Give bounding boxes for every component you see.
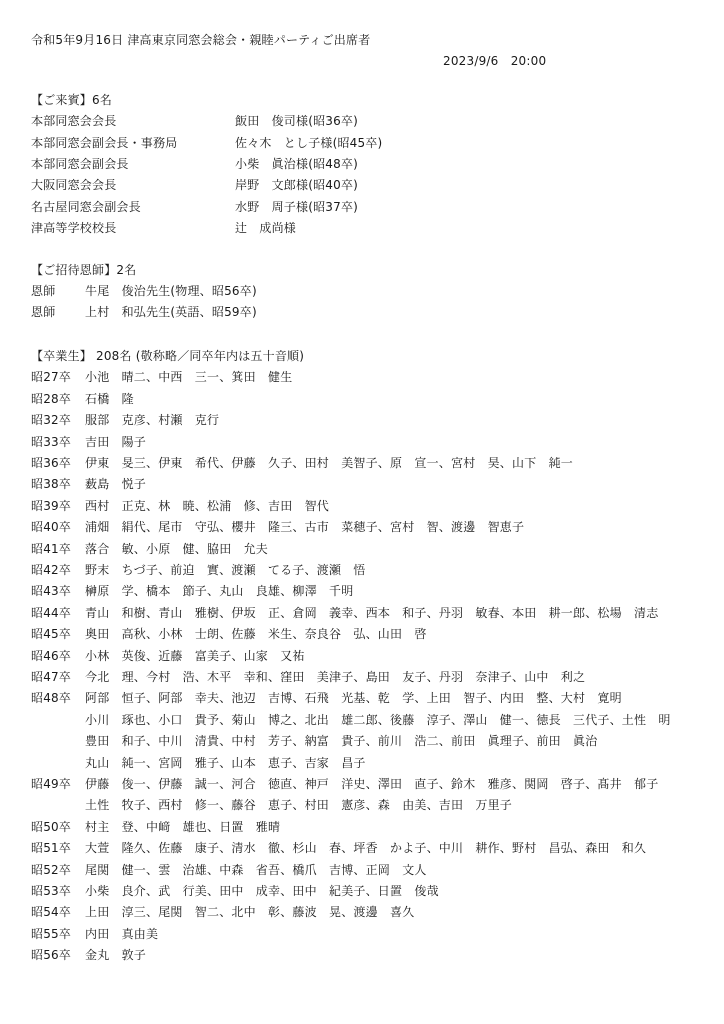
graduate-year: 昭28卒 <box>31 391 72 406</box>
graduate-names: 西村 正克、林 暁、松浦 修、吉田 智代 <box>85 498 330 513</box>
graduate-row <box>31 731 700 752</box>
graduate-year <box>31 795 85 816</box>
guest-role: 本部同窓会副会長 <box>31 157 129 172</box>
graduate-names: 伊東 旻三、伊東 希代、伊藤 久子、田村 美智子、原 宣一、宮村 昊、山下 純一 <box>85 455 574 470</box>
guests-section <box>31 90 700 240</box>
guest-row <box>31 133 700 154</box>
graduate-row <box>31 902 700 923</box>
graduate-row <box>31 603 700 624</box>
guest-role: 本部同窓会副会長・事務局 <box>31 135 178 150</box>
graduate-row <box>31 774 700 795</box>
graduate-names: 大萱 隆久、佐藤 康子、清水 徹、杉山 春、坪香 かよ子、中川 耕作、野村 昌弘、森田 和久 <box>85 841 647 856</box>
graduate-names: 野末 ちづ子、前迫 實、渡瀬 てる子、渡瀬 悟 <box>85 562 366 577</box>
graduate-names: 榊原 学、橋本 節子、丸山 良雄、柳澤 千明 <box>85 584 354 599</box>
guest-name: 小柴 眞治様(昭48卒) <box>235 157 359 172</box>
graduate-row <box>31 517 700 538</box>
guest-name: 水野 周子様(昭37卒) <box>235 199 359 214</box>
teacher-row <box>31 302 700 323</box>
graduate-names: 村主 登、中﨑 雄也、日置 雅晴 <box>85 819 281 834</box>
graduate-names: 内田 真由美 <box>85 926 159 941</box>
graduate-names: 丸山 純一、宮岡 雅子、山本 恵子、吉家 昌子 <box>85 755 366 770</box>
graduate-year: 昭44卒 <box>31 605 72 620</box>
guest-row <box>31 218 700 239</box>
graduate-row <box>31 410 700 431</box>
graduate-row <box>31 945 700 966</box>
graduate-row <box>31 710 700 731</box>
guest-name: 佐々木 とし子様(昭45卒) <box>235 135 383 150</box>
graduate-year: 昭47卒 <box>31 669 72 684</box>
graduates-section <box>31 346 700 967</box>
graduate-year: 昭54卒 <box>31 905 72 920</box>
graduate-row <box>31 688 700 709</box>
graduate-year: 昭53卒 <box>31 884 72 899</box>
graduate-year: 昭33卒 <box>31 434 72 449</box>
graduate-names: 伊藤 俊一、伊藤 誠一、河合 徳直、神戸 洋史、澤田 直子、鈴木 雅彦、関岡 啓子、髙井 郁子 <box>85 777 659 791</box>
teachers-list <box>31 281 700 324</box>
graduate-names: 小林 英俊、近藤 富美子、山家 又祐 <box>85 648 305 663</box>
graduate-row <box>31 560 700 581</box>
graduate-row <box>31 367 700 388</box>
graduate-year <box>31 753 85 774</box>
guest-row <box>31 154 700 175</box>
graduate-row <box>31 795 700 816</box>
graduate-names: 阿部 恒子、阿部 幸夫、池辺 吉博、石飛 光基、乾 学、上田 智子、内田 整、大村 寛明 <box>85 691 622 706</box>
graduate-row <box>31 581 700 602</box>
graduate-year: 昭45卒 <box>31 627 72 642</box>
teacher-role: 恩師 <box>31 305 56 320</box>
graduate-names: 今北 理、今村 浩、木平 幸和、窪田 美津子、島田 友子、丹羽 奈津子、山中 利之 <box>85 669 586 684</box>
graduate-row <box>31 667 700 688</box>
guest-role: 津高等学校校長 <box>31 221 117 236</box>
graduate-year: 昭32卒 <box>31 413 72 428</box>
graduate-year: 昭56卒 <box>31 948 72 963</box>
graduate-names: 青山 和樹、青山 雅樹、伊坂 正、倉岡 義幸、西本 和子、丹羽 敏春、本田 耕一郎、松場 清志 <box>85 605 659 620</box>
graduate-row <box>31 924 700 945</box>
teacher-name: 牛尾 俊治先生(物理、昭56卒) <box>85 284 257 299</box>
graduate-row <box>31 624 700 645</box>
graduate-year <box>31 710 85 731</box>
graduate-names: 奥田 高秋、小林 士朗、佐藤 米生、奈良谷 弘、山田 啓 <box>85 627 427 642</box>
graduate-names: 小川 琢也、小口 貴予、菊山 博之、北出 雄二郎、後藤 淳子、澤山 健一、徳長 三代子、土性 明 <box>85 712 671 727</box>
graduate-names: 豊田 和子、中川 清貴、中村 芳子、納富 貴子、前川 浩二、前田 眞理子、前田 眞治 <box>85 734 598 749</box>
guest-name: 岸野 文郎様(昭40卒) <box>235 178 359 193</box>
graduate-names: 落合 敏、小原 健、脇田 允夫 <box>85 541 269 556</box>
teacher-row <box>31 281 700 302</box>
graduate-year: 昭43卒 <box>31 584 72 599</box>
guest-row <box>31 197 700 218</box>
graduate-names: 小柴 良介、武 行美、田中 成幸、田中 紀美子、日置 俊哉 <box>85 884 439 899</box>
document-datetime: 2023/9/6 20:00 <box>443 54 547 69</box>
graduate-year: 昭42卒 <box>31 562 72 577</box>
guest-name: 飯田 俊司様(昭36卒) <box>235 114 359 129</box>
graduate-row <box>31 646 700 667</box>
graduate-names: 石橋 隆 <box>85 391 134 406</box>
graduate-year: 昭55卒 <box>31 926 72 941</box>
graduate-names: 金丸 敦子 <box>85 948 147 963</box>
guest-row <box>31 175 700 196</box>
graduates-list <box>31 367 700 966</box>
graduate-names: 浦畑 絹代、尾市 守弘、櫻井 隆三、古市 菜穂子、宮村 智、渡邊 智恵子 <box>85 520 525 535</box>
guest-role: 本部同窓会会長 <box>31 114 117 129</box>
graduate-year: 昭36卒 <box>31 455 72 470</box>
graduates-heading: 【卒業生】 208名 (敬称略／同卒年内は五十音順) <box>31 348 305 363</box>
guest-row <box>31 111 700 132</box>
graduate-names: 土性 牧子、西村 修一、藤谷 恵子、村田 憲彦、森 由美、吉田 万里子 <box>85 798 513 813</box>
graduate-year: 昭52卒 <box>31 862 72 877</box>
graduate-row <box>31 860 700 881</box>
guest-name: 辻 成尚様 <box>235 221 297 236</box>
teachers-section <box>31 260 700 324</box>
graduate-names: 尾関 健一、雲 治雄、中森 省吾、橋爪 吉博、正岡 文人 <box>85 862 427 877</box>
teachers-heading: 【ご招待恩師】2名 <box>31 262 137 277</box>
graduate-year: 昭41卒 <box>31 541 72 556</box>
graduate-names: 小池 晴二、中西 三一、箕田 健生 <box>85 370 293 385</box>
guest-role: 大阪同窓会会長 <box>31 178 117 193</box>
guest-role: 名古屋同窓会副会長 <box>31 199 141 214</box>
graduate-year: 昭40卒 <box>31 520 72 535</box>
graduate-year: 昭48卒 <box>31 691 72 706</box>
graduate-names: 上田 淳三、尾関 智二、北中 彰、藤波 晃、渡邊 喜久 <box>85 905 415 920</box>
graduate-row <box>31 474 700 495</box>
graduate-year: 昭39卒 <box>31 498 72 513</box>
graduate-year: 昭49卒 <box>31 777 72 791</box>
graduate-names: 吉田 陽子 <box>85 434 147 449</box>
graduate-row <box>31 453 700 474</box>
graduate-year: 昭38卒 <box>31 477 72 492</box>
graduate-row <box>31 881 700 902</box>
graduate-year: 昭51卒 <box>31 841 72 856</box>
graduate-row <box>31 496 700 517</box>
graduate-year: 昭50卒 <box>31 819 72 834</box>
guests-heading: 【ご来賓】6名 <box>31 92 113 107</box>
graduate-row <box>31 838 700 859</box>
graduate-names: 服部 克彦、村瀬 克行 <box>85 413 220 428</box>
graduate-row <box>31 389 700 410</box>
graduate-row <box>31 817 700 838</box>
teacher-role: 恩師 <box>31 284 56 299</box>
graduate-year: 昭46卒 <box>31 648 72 663</box>
teacher-name: 上村 和弘先生(英語、昭59卒) <box>85 305 257 320</box>
document-title: 令和5年9月16日 津高東京同窓会総会・親睦パーティご出席者 <box>31 33 371 47</box>
graduate-year: 昭27卒 <box>31 370 72 385</box>
graduate-row <box>31 432 700 453</box>
guests-list <box>31 111 700 239</box>
graduate-row <box>31 539 700 560</box>
graduate-row <box>31 753 700 774</box>
graduate-names: 薮島 悦子 <box>85 477 147 492</box>
graduate-year <box>31 731 85 752</box>
